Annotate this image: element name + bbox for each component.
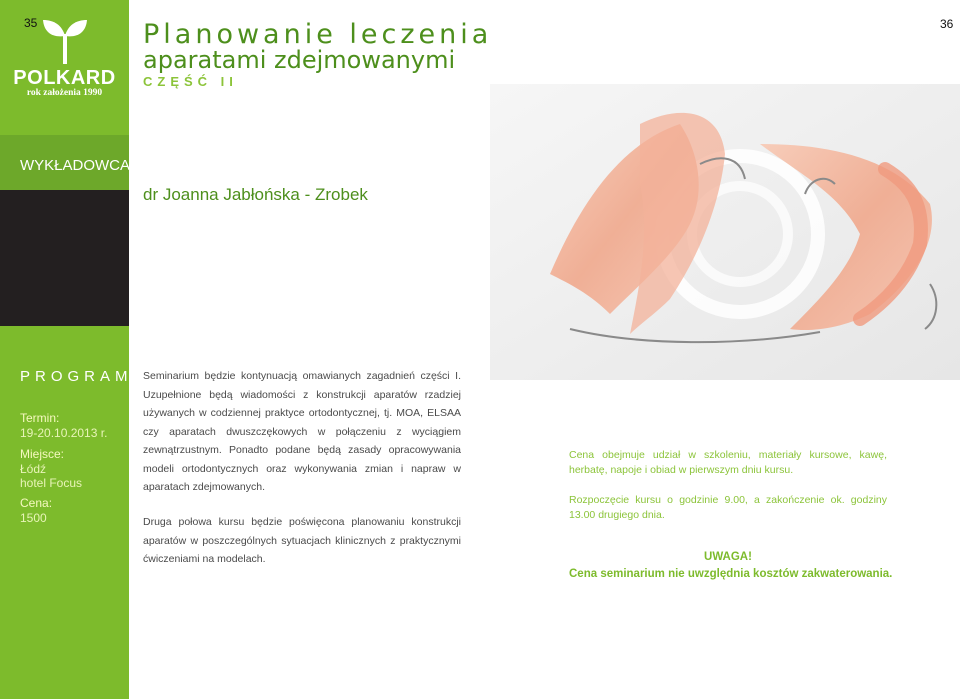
logo-brand: POLKARD [13, 67, 116, 89]
program-paragraph-1: Seminarium będzie kontynuacją omawianych zagadnień części I. Uzupełnione będą wiadomości z konstrukcji aparatów rzadziej używanych w codziennej praktyce ortodontycznej, tj. MOA, ELSAA czy aparatach dwuszczękowych w połączeniu z wyciągiem zewnątrzustnym. Ponadto podane będą zasady opracowywania modeli ortodontycznych oraz wykonywania zmian i napraw w aparatach zdejmowanych. [143, 370, 461, 493]
page-number-left: 35 [24, 16, 38, 30]
lecturer-label: WYKŁADOWCA [20, 157, 131, 174]
sprout-logo-icon [40, 18, 90, 68]
schedule-text: Rozpoczęcie kursu o godzinie 9.00, a zakończenie ok. godziny 13.00 drugiego dnia. [569, 494, 887, 521]
logo-tagline: rok założenia 1990 [26, 88, 103, 98]
price-label: Cena: [20, 496, 53, 510]
warning-title: UWAGA! [704, 551, 752, 563]
program-paragraph-2: Druga połowa kursu będzie poświęcona planowaniu konstrukcji aparatów w poszczególnych sytuacjach klinicznych z praktycznymi ćwiczeniami na modelach. [143, 516, 461, 565]
place-city: Łódź [20, 462, 47, 476]
place-label: Miejsce: [20, 447, 65, 461]
place-hotel: hotel Focus [20, 476, 83, 490]
page-title-line2: aparatami zdejmowanymi [143, 46, 456, 74]
page-number-right: 36 [940, 17, 954, 31]
warning-text: Cena seminarium nie uwzględnia kosztów zakwaterowania. [569, 568, 893, 580]
price-value: 1500 [20, 511, 47, 525]
sidebar [0, 0, 133, 699]
term-value: 19-20.10.2013 r. [20, 426, 108, 440]
page-title-line1: Planowanie leczenia [143, 19, 493, 50]
page-subtitle: CZĘŚĆ II [143, 74, 238, 89]
sidebar-dark-band [0, 190, 129, 326]
program-label: PROGRAM [20, 368, 133, 385]
price-includes-text: Cena obejmuje udział w szkoleniu, materiały kursowe, kawę, herbatę, napoje i obiad w pierwszym dniu kursu. [569, 449, 887, 476]
appliance-photo [490, 84, 960, 380]
term-label: Termin: [20, 411, 60, 425]
lecturer-name: dr Joanna Jabłońska - Zrobek [143, 185, 368, 204]
